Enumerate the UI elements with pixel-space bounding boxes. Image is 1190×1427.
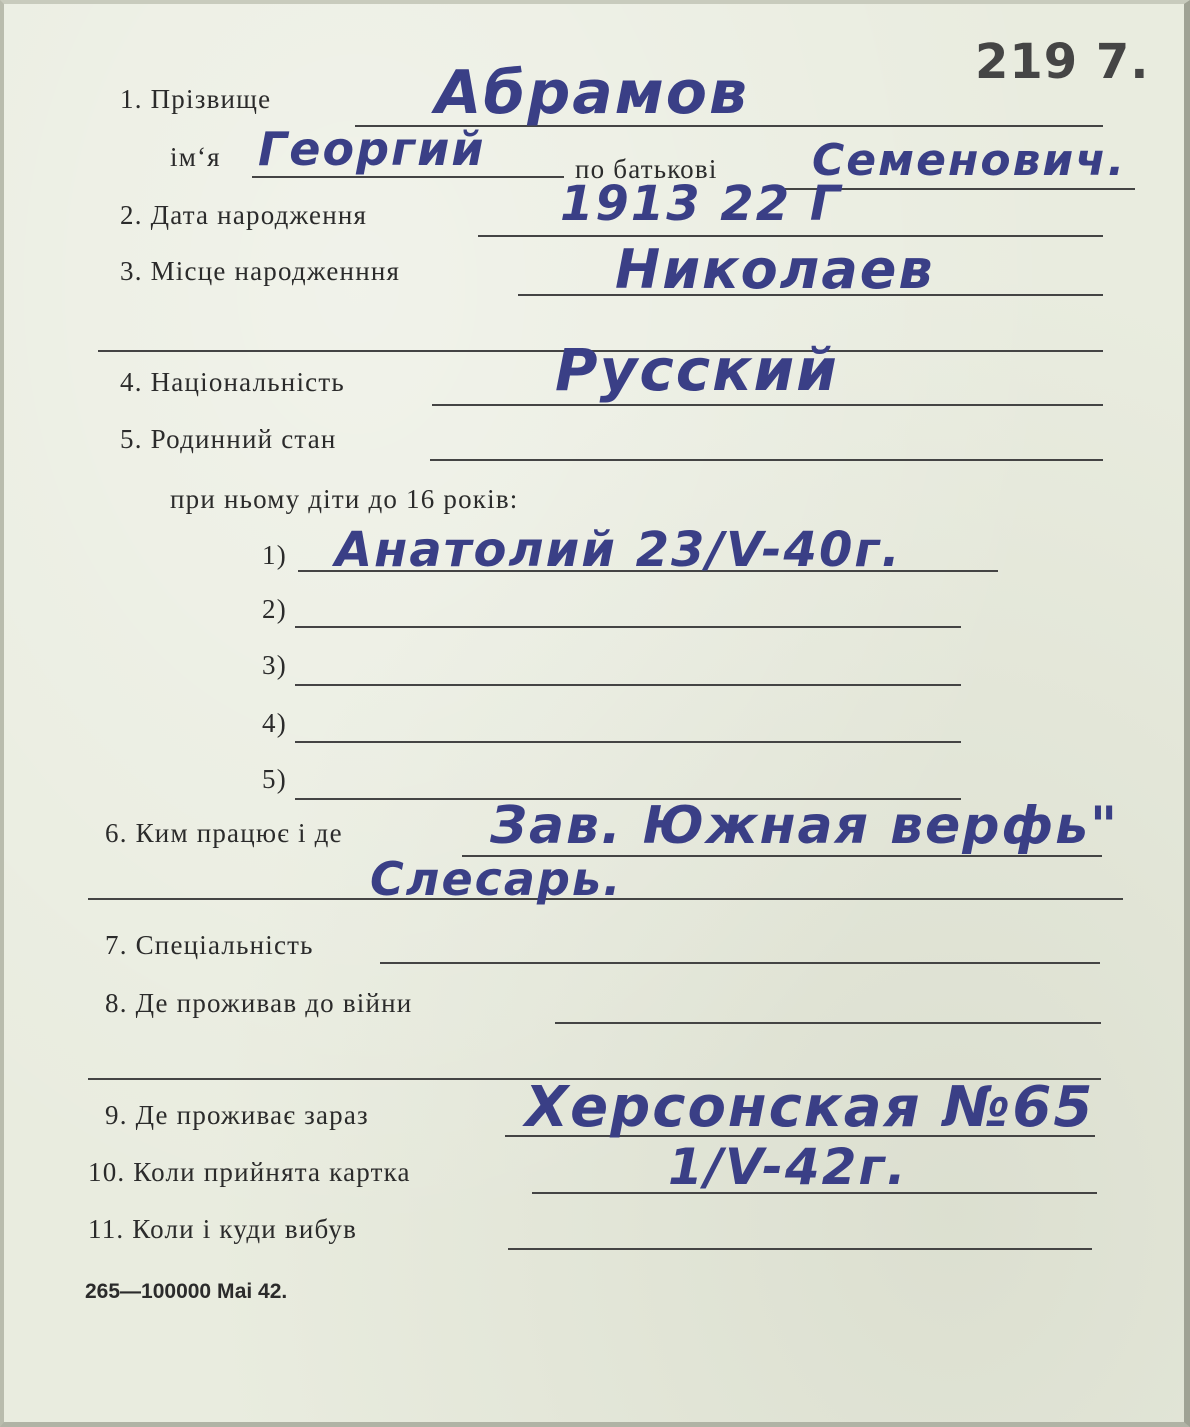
card-accepted-value: 1/V-42г. — [668, 1138, 908, 1196]
current-residence-value: Херсонская №65 — [525, 1075, 1095, 1140]
nationality-value: Русский — [555, 336, 839, 404]
specialty-label: 7. Спеціальність — [105, 930, 314, 960]
child-4-label: 4) — [262, 708, 287, 738]
child-1-label: 1) — [262, 540, 287, 570]
birth-date-value: 1913 22 Г — [560, 176, 843, 232]
prewar-residence-line — [555, 1022, 1101, 1024]
child-1-value: Анатолий 23/V-40г. — [335, 522, 902, 578]
child-2-line — [295, 626, 961, 628]
prewar-residence-label: 8. Де проживав до війни — [105, 988, 413, 1018]
birth-date-line — [478, 235, 1103, 237]
birth-place-value: Николаев — [615, 238, 935, 301]
reference-mark: 219 7. — [975, 34, 1150, 90]
surname-value: Абрамов — [435, 58, 749, 128]
employment-label: 6. Ким працює і де — [105, 818, 343, 848]
surname-label: 1. Прізвище — [120, 84, 272, 114]
birth-date-label: 2. Дата народження — [120, 200, 368, 230]
first-name-label: ім‘я — [170, 142, 221, 172]
patronymic-label: по батькові — [575, 154, 718, 184]
birth-place-label: 3. Місце народженння — [120, 256, 401, 286]
departed-line — [508, 1248, 1092, 1250]
card-accepted-label: 10. Коли прийнята картка — [88, 1157, 411, 1187]
patronymic-value: Семенович. — [812, 135, 1127, 186]
children-heading: при ньому діти до 16 років: — [170, 484, 519, 514]
print-run-footer: 265—100000 Маі 42. — [85, 1280, 288, 1303]
specialty-line — [380, 962, 1100, 964]
marital-status-line — [430, 459, 1103, 461]
marital-status-label: 5. Родинний стан — [120, 424, 337, 454]
first-name-value: Георгий — [258, 122, 486, 176]
employment-value-line2: Слесарь. — [370, 852, 623, 906]
first-name-line — [252, 176, 564, 178]
employment-value: Зав. Южная верфь" — [490, 796, 1120, 856]
departed-label: 11. Коли і куди вибув — [88, 1214, 358, 1244]
nationality-label: 4. Національність — [120, 367, 345, 397]
child-4-line — [295, 741, 961, 743]
child-3-line — [295, 684, 961, 686]
nationality-line — [432, 404, 1103, 406]
child-3-label: 3) — [262, 650, 287, 680]
current-residence-label: 9. Де проживає зараз — [105, 1100, 369, 1130]
child-2-label: 2) — [262, 594, 287, 624]
child-5-label: 5) — [262, 764, 287, 794]
